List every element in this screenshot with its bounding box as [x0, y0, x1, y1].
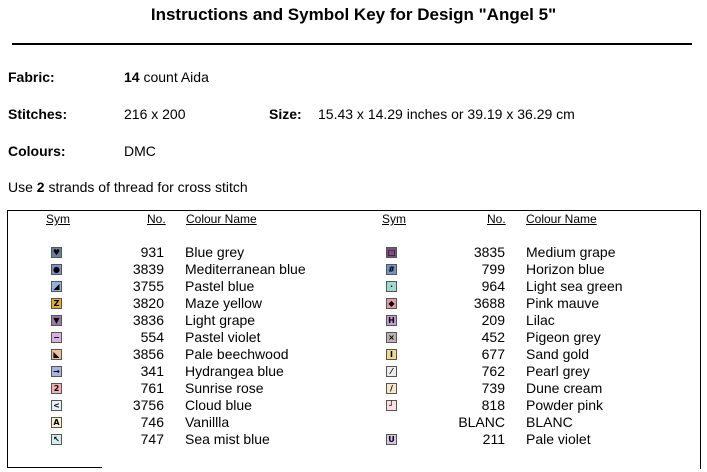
symbol-swatch-icon: −: [51, 332, 62, 343]
table-row: [0, 414, 707, 431]
symbol-swatch-icon: /: [386, 383, 397, 394]
header-sym-right: Sym: [382, 212, 406, 226]
symbol-swatch-icon: ◣: [51, 349, 62, 360]
colour-number: 799: [481, 261, 505, 277]
strands-instruction: [8, 179, 248, 195]
title-underline: [12, 43, 692, 45]
colour-number: 554: [140, 329, 164, 345]
symbol-swatch-icon: ♥: [52, 248, 61, 257]
symbol-swatch-icon: ×: [386, 332, 397, 343]
symbol-swatch-icon: #: [386, 264, 397, 275]
colour-name: Cloud blue: [185, 397, 252, 413]
colour-name: Maze yellow: [185, 295, 263, 311]
colour-name: Sea mist blue: [185, 431, 270, 447]
fabric-type: count Aida: [139, 69, 209, 85]
colour-name: Lilac: [526, 312, 555, 328]
colour-name: Pale beechwood: [185, 346, 289, 362]
colour-number: 677: [481, 346, 505, 362]
colour-name: Blue grey: [185, 244, 245, 260]
colour-name: Light sea green: [526, 278, 623, 294]
header-no-right: No.: [487, 212, 506, 226]
colour-name: Hydrangea blue: [185, 363, 284, 379]
header-name-left: Colour Name: [186, 212, 257, 226]
colour-number: 3836: [132, 312, 164, 328]
colour-name: Dune cream: [526, 380, 603, 396]
colour-name: Light grape: [185, 312, 256, 328]
colour-number: 964: [481, 278, 505, 294]
colour-name: Horizon blue: [526, 261, 605, 277]
symbol-swatch-icon: A: [51, 417, 62, 428]
colour-number: 3835: [473, 244, 505, 260]
colour-name: Pearl grey: [526, 363, 590, 379]
strands-suffix: strands of thread for cross stitch: [44, 179, 248, 195]
colour-number: 3756: [132, 397, 164, 413]
colour-name: Pastel violet: [185, 329, 261, 345]
table-row: [0, 397, 707, 414]
stitches-label: Stitches:: [8, 106, 68, 122]
symbol-swatch-icon: →: [51, 366, 62, 377]
colour-number: BLANC: [458, 414, 505, 430]
table-row: [0, 261, 707, 278]
strands-number: 2: [36, 179, 45, 195]
colour-number: 762: [481, 363, 505, 379]
table-row: [0, 329, 707, 346]
colour-number: 341: [140, 363, 164, 379]
fabric-value: [124, 69, 209, 85]
symbol-swatch-icon: ◢: [51, 281, 62, 292]
size-value: 15.43 x 14.29 inches or 39.19 x 36.29 cm: [318, 106, 575, 122]
colour-number: 452: [481, 329, 505, 345]
colour-name: Medium grape: [526, 244, 616, 260]
colour-name: Sand gold: [526, 346, 590, 362]
fabric-count: 14: [124, 69, 140, 85]
table-row: [0, 312, 707, 329]
colour-number: 3820: [132, 295, 164, 311]
fabric-label: Fabric:: [8, 69, 55, 85]
colour-name: Powder pink: [526, 397, 604, 413]
symbol-swatch-icon: U: [386, 434, 397, 445]
table-row: [0, 295, 707, 312]
table-row: [0, 380, 707, 397]
symbol-swatch-icon: ▼: [51, 315, 62, 326]
colour-name: Pink mauve: [526, 295, 600, 311]
symbol-swatch-icon: Z: [51, 298, 62, 309]
symbol-swatch-icon: ⁄: [386, 366, 397, 377]
colour-name: Pigeon grey: [526, 329, 601, 345]
table-row: [0, 363, 707, 380]
colours-label: Colours:: [8, 143, 66, 159]
colours-value: DMC: [124, 143, 156, 159]
colour-name: Mediterranean blue: [185, 261, 306, 277]
colour-number: 3688: [473, 295, 505, 311]
colour-name: Vanillla: [185, 414, 230, 430]
symbol-swatch-icon: ┘: [386, 400, 397, 411]
colour-name: Sunrise rose: [185, 380, 264, 396]
table-row: [0, 278, 707, 295]
table-bottom-border: [7, 467, 102, 468]
colour-number: 761: [140, 380, 164, 396]
colour-number: 746: [140, 414, 164, 430]
colour-number: 931: [140, 244, 164, 260]
symbol-swatch-icon: ◆: [386, 298, 397, 309]
header-no-left: No.: [147, 212, 166, 226]
header-name-right: Colour Name: [526, 212, 597, 226]
colour-number: 3755: [132, 278, 164, 294]
colour-name: Pale violet: [526, 431, 591, 447]
colour-number: 747: [140, 431, 164, 447]
symbol-swatch-icon: □: [387, 248, 396, 257]
colour-number: 3856: [132, 346, 164, 362]
symbol-swatch-icon: H: [386, 315, 397, 326]
stitches-value: 216 x 200: [124, 106, 186, 122]
symbol-swatch-icon: ●: [51, 264, 62, 275]
symbol-swatch-icon: ↖: [51, 434, 62, 445]
header-sym-left: Sym: [46, 212, 70, 226]
colour-number: 739: [481, 380, 505, 396]
symbol-swatch-icon: ·: [386, 281, 397, 292]
colour-number: 209: [481, 312, 505, 328]
colour-number: 3839: [132, 261, 164, 277]
colour-number: 211: [482, 431, 505, 447]
symbol-swatch-icon: I: [386, 349, 397, 360]
colour-name: BLANC: [526, 414, 573, 430]
table-row: [0, 346, 707, 363]
size-label: Size:: [269, 106, 302, 122]
table-row: [0, 431, 707, 448]
colour-name: Pastel blue: [185, 278, 255, 294]
table-row: [0, 244, 707, 261]
symbol-swatch-icon: <: [51, 400, 62, 411]
symbol-swatch-icon: [386, 417, 397, 428]
strands-prefix: Use: [8, 179, 37, 195]
colour-number: 818: [481, 397, 505, 413]
symbol-swatch-icon: 2: [51, 383, 62, 394]
page-title: Instructions and Symbol Key for Design "Angel 5": [150, 5, 557, 24]
